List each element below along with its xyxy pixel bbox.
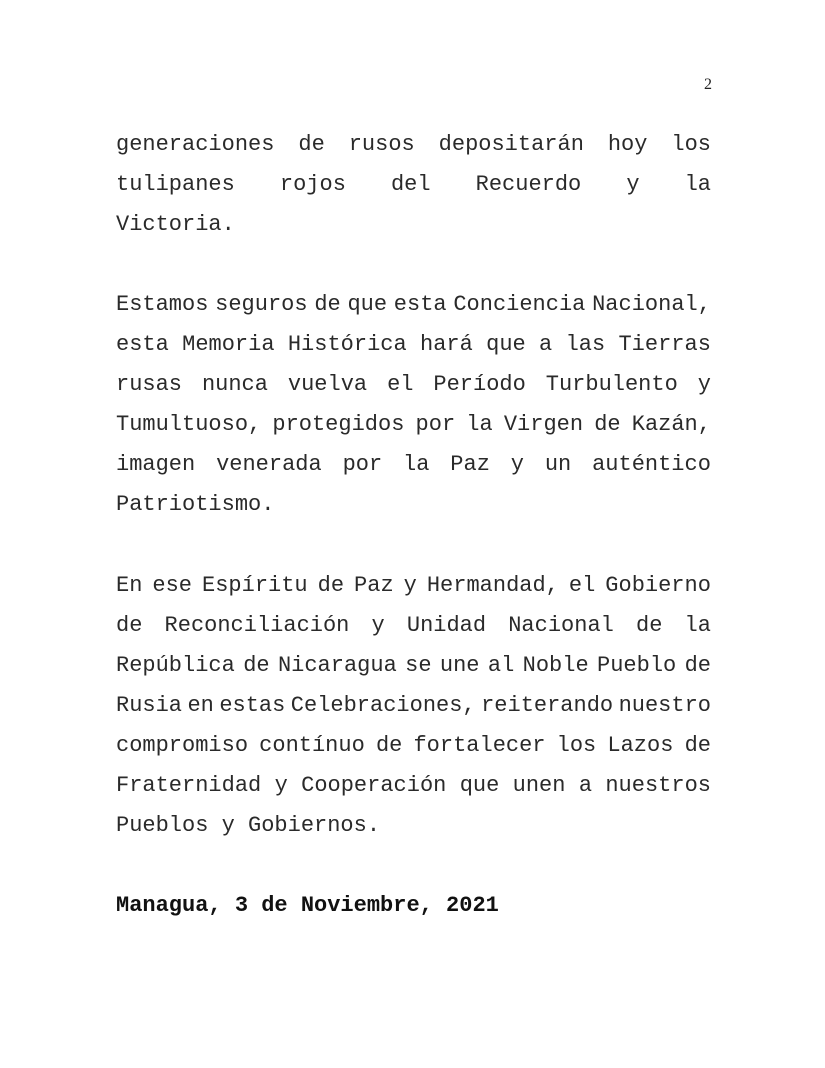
word: Paz xyxy=(450,452,490,477)
word: auténtico xyxy=(592,452,711,477)
word: y xyxy=(697,372,711,397)
word: y xyxy=(371,613,385,638)
word: de xyxy=(594,412,621,437)
word: la xyxy=(684,613,711,638)
word: estas xyxy=(219,693,286,718)
word: depositarán xyxy=(438,132,584,157)
paragraph-line xyxy=(116,165,711,205)
paragraph-line xyxy=(116,325,711,365)
word: Conciencia xyxy=(453,292,586,317)
word: de xyxy=(317,573,345,598)
word: a xyxy=(539,332,553,357)
word: Noble xyxy=(522,653,589,678)
paragraph-line xyxy=(116,445,711,485)
word: Reconciliación xyxy=(164,613,350,638)
word: Rusia xyxy=(116,693,183,718)
word: la xyxy=(684,172,711,197)
paragraph-line: Pueblos y Gobiernos. xyxy=(116,813,381,838)
word: esta xyxy=(116,332,169,357)
word: Nicaragua xyxy=(277,653,397,678)
paragraph-line xyxy=(116,726,711,766)
word: por xyxy=(342,452,383,477)
paragraph-line: Victoria. xyxy=(116,212,235,237)
word: un xyxy=(544,452,572,477)
word: Fraternidad xyxy=(116,773,262,798)
word: Tierras xyxy=(618,332,711,357)
word: Período xyxy=(433,372,526,397)
word: Paz xyxy=(354,573,394,598)
word: Memoria xyxy=(182,332,275,357)
word: Kazán, xyxy=(631,412,711,437)
word: las xyxy=(565,332,606,357)
word: y xyxy=(274,773,288,798)
word: protegidos xyxy=(272,412,405,437)
word: vuelva xyxy=(287,372,368,397)
word: el xyxy=(568,573,596,598)
word: Histórica xyxy=(287,332,407,357)
word: reiterando xyxy=(481,693,614,718)
word: y xyxy=(403,573,417,598)
word: de xyxy=(116,613,143,638)
closing-place-date: Managua, 3 de Noviembre, 2021 xyxy=(116,893,499,918)
paragraph-line: Patriotismo. xyxy=(116,492,275,517)
word: Hermandad, xyxy=(426,573,559,598)
word: que xyxy=(459,773,500,798)
word: el xyxy=(387,372,414,397)
word: rusas xyxy=(116,372,183,397)
word: nunca xyxy=(201,372,268,397)
word: Turbulento xyxy=(545,372,678,397)
word: rojos xyxy=(279,172,346,197)
paragraph-line xyxy=(116,125,711,165)
word: Lazos xyxy=(607,733,674,758)
paragraph-line xyxy=(116,365,711,405)
paragraph-line xyxy=(116,566,711,606)
paragraph-1 xyxy=(116,125,711,245)
word: imagen xyxy=(116,452,196,477)
word: Gobierno xyxy=(605,573,711,598)
paragraph-line xyxy=(116,285,711,325)
paragraph-line xyxy=(116,766,711,806)
word: une xyxy=(439,653,480,678)
word: ese xyxy=(152,573,193,598)
word: tulipanes xyxy=(116,172,235,197)
word: rusos xyxy=(348,132,415,157)
word: fortalecer xyxy=(413,733,546,758)
word: Recuerdo xyxy=(475,172,582,197)
word: de xyxy=(684,653,711,678)
word: Celebraciones, xyxy=(290,693,476,718)
word: que xyxy=(347,292,388,317)
word: seguros xyxy=(215,292,308,317)
word: de xyxy=(375,733,403,758)
word: y xyxy=(510,452,524,477)
word: compromiso xyxy=(116,733,249,758)
word: Pueblo xyxy=(597,653,677,678)
word: de xyxy=(298,132,325,157)
word: En xyxy=(116,573,143,598)
word: Tumultuoso, xyxy=(116,412,262,437)
word: del xyxy=(390,172,431,197)
word: contínuo xyxy=(259,733,365,758)
paragraph-3 xyxy=(116,566,711,846)
word: los xyxy=(671,132,711,157)
word: generaciones xyxy=(116,132,275,157)
word: los xyxy=(556,733,597,758)
word: República xyxy=(116,653,235,678)
word: esta xyxy=(393,292,447,317)
word: hará xyxy=(420,332,473,357)
word: Virgen xyxy=(503,412,584,437)
word: nuestros xyxy=(605,773,711,798)
word: a xyxy=(578,773,593,798)
word: se xyxy=(405,653,432,678)
word: unen xyxy=(512,773,566,798)
word: y xyxy=(626,172,640,197)
word: en xyxy=(187,693,214,718)
word: la xyxy=(466,412,493,437)
paragraph-line xyxy=(116,686,711,726)
paragraph-line xyxy=(116,606,711,646)
paragraph-line xyxy=(116,646,711,686)
paragraph-line xyxy=(116,405,711,445)
word: Cooperación xyxy=(301,773,447,798)
word: la xyxy=(403,452,430,477)
word: al xyxy=(487,653,515,678)
paragraph-2 xyxy=(116,285,711,525)
word: de xyxy=(684,733,711,758)
word: Espíritu xyxy=(202,573,308,598)
word: hoy xyxy=(607,132,648,157)
word: Unidad xyxy=(406,613,487,638)
word: Estamos xyxy=(116,292,209,317)
word: Nacional, xyxy=(592,292,711,317)
word: Nacional xyxy=(508,613,614,638)
word: nuestro xyxy=(618,693,711,718)
page-number: 2 xyxy=(704,76,712,93)
word: venerada xyxy=(216,452,322,477)
word: de xyxy=(314,292,341,317)
word: por xyxy=(415,412,456,437)
word: de xyxy=(636,613,663,638)
word: que xyxy=(486,332,526,357)
word: de xyxy=(243,653,270,678)
